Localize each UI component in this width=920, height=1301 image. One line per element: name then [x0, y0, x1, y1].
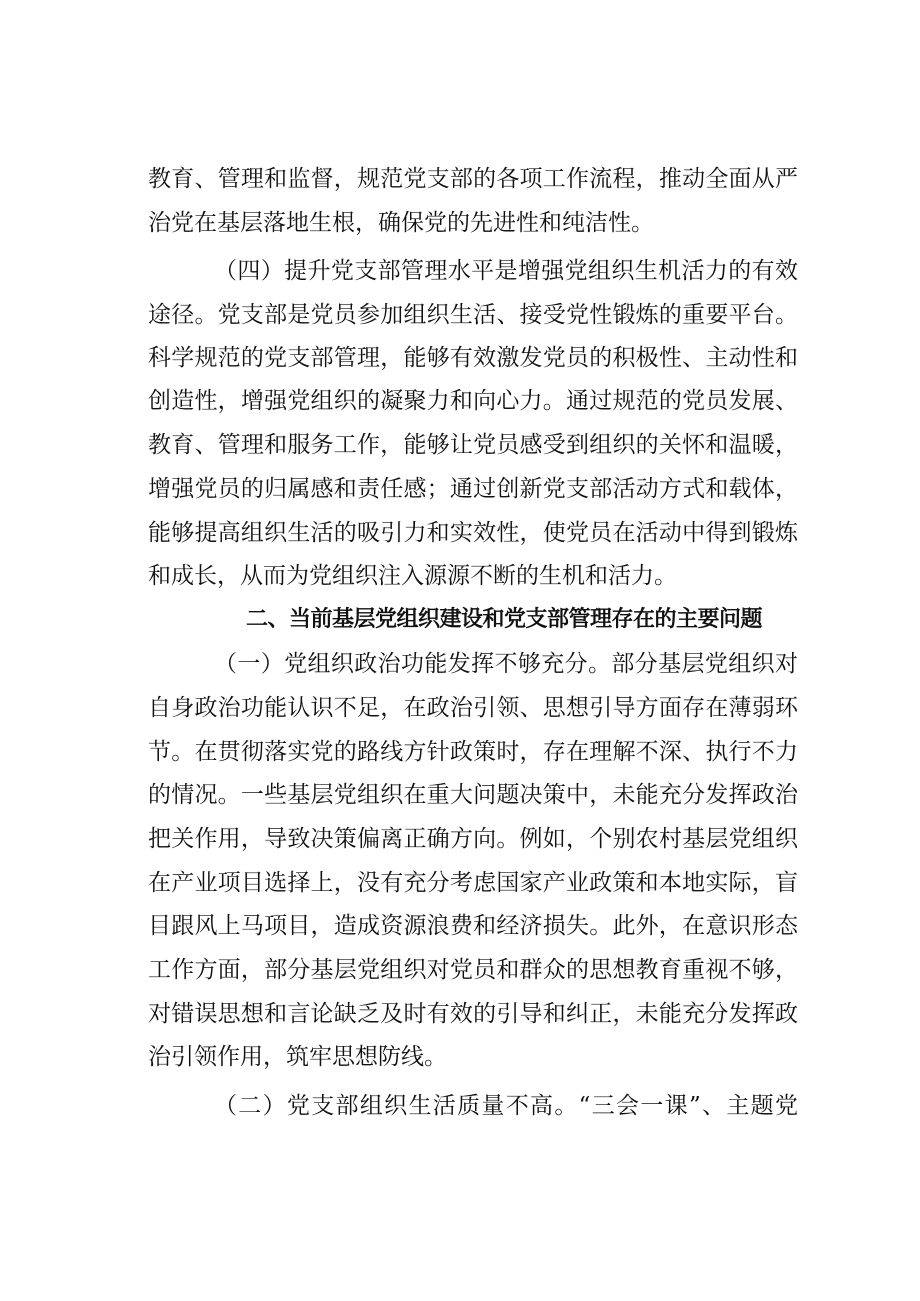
paragraph-line: 和成长，从而为党组织注入源源不断的生机和活力。: [148, 563, 677, 589]
paragraph-line: （四）提升党支部管理水平是增强党组织生机活力的有效: [214, 258, 798, 284]
paragraph-line: 教育、管理和监督，规范党支部的各项工作流程，推动全面从严: [148, 166, 798, 192]
paragraph-line: 节。在贯彻落实党的路线方针政策时，存在理解不深、执行不力: [148, 739, 798, 765]
paragraph-line: 在产业项目选择上，没有充分考虑国家产业政策和本地实际，盲: [148, 870, 798, 896]
paragraph-line: 目跟风上马项目，造成资源浪费和经济损失。此外，在意识形态: [148, 913, 798, 939]
paragraph-line: 把关作用，导致决策偏离正确方向。例如，个别农村基层党组织: [148, 826, 798, 852]
paragraph-line: 创造性，增强党组织的凝聚力和向心力。通过规范的党员发展、: [148, 388, 798, 414]
paragraph-line: （二）党支部组织生活质量不高。“三会一课”、主题党: [214, 1093, 798, 1119]
paragraph-line: 自身政治功能认识不足，在政治引领、思想引导方面存在薄弱环: [148, 695, 798, 721]
paragraph-line: 治党在基层落地生根，确保党的先进性和纯洁性。: [148, 210, 654, 236]
paragraph-line: 增强党员的归属感和责任感；通过创新党支部活动方式和载体，: [148, 476, 798, 502]
paragraph-line: 对错误思想和言论缺乏及时有效的引导和纠正，未能充分发挥政: [148, 1001, 798, 1027]
paragraph-line: （一）党组织政治功能发挥不够充分。部分基层党组织对: [214, 651, 798, 677]
paragraph-line: 途径。党支部是党员参加组织生活、接受党性锻炼的重要平台。: [148, 302, 798, 328]
section-heading: 二、当前基层党组织建设和党支部管理存在的主要问题: [246, 607, 763, 632]
paragraph-line: 治引领作用，筑牢思想防线。: [148, 1044, 447, 1070]
paragraph-line: 教育、管理和服务工作，能够让党员感受到组织的关怀和温暖，: [148, 432, 798, 458]
paragraph-line: 能够提高组织生活的吸引力和实效性，使党员在活动中得到锻炼: [148, 520, 798, 546]
paragraph-line: 的情况。一些基层党组织在重大问题决策中，未能充分发挥政治: [148, 782, 798, 808]
paragraph-line: 科学规范的党支部管理，能够有效激发党员的积极性、主动性和: [148, 345, 798, 371]
paragraph-line: 工作方面，部分基层党组织对党员和群众的思想教育重视不够，: [148, 957, 798, 983]
